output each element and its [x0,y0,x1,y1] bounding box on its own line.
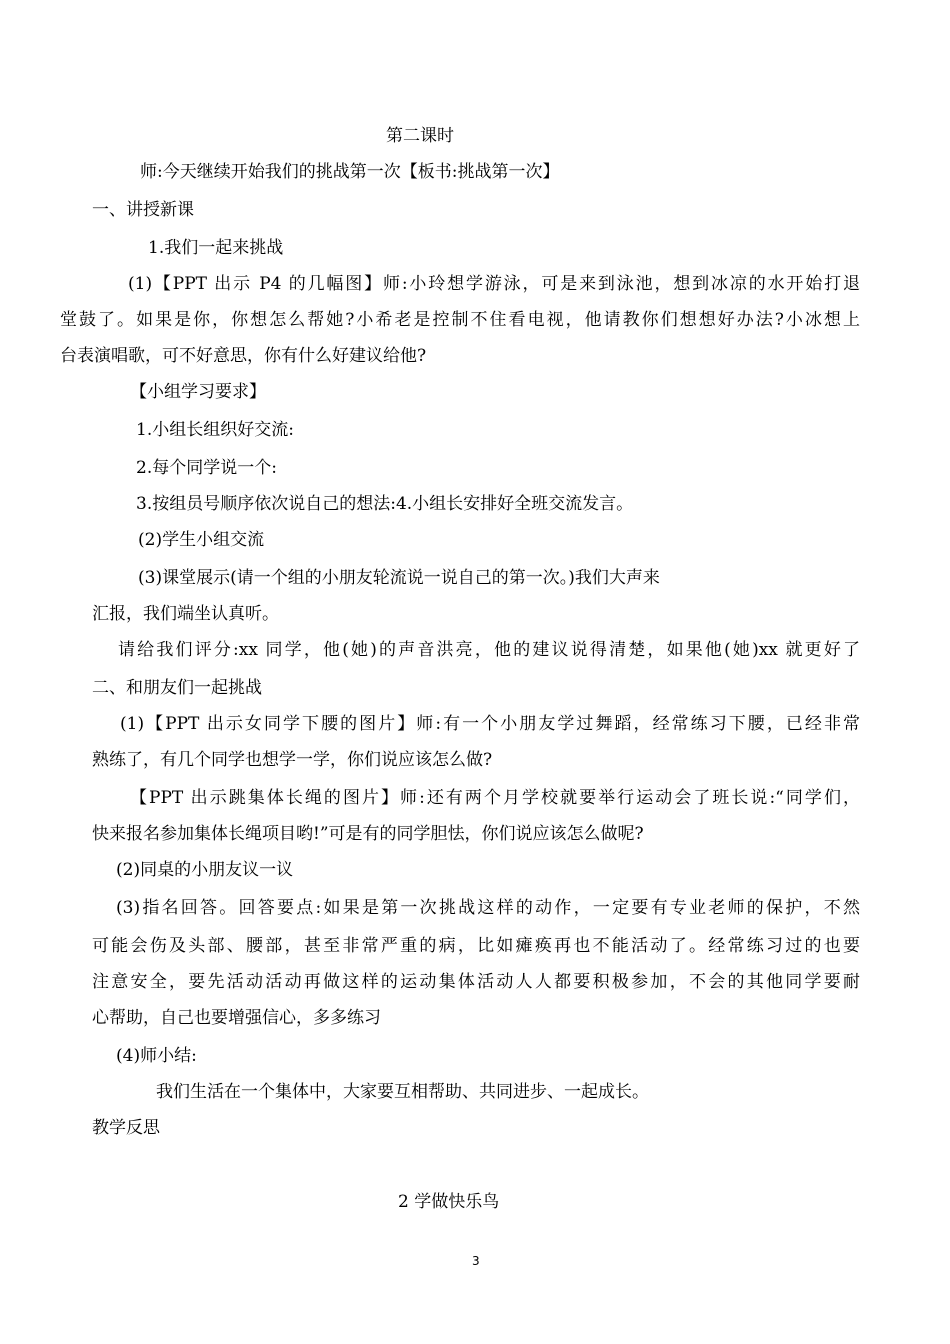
section2-p4: (4)师小结: [116,1046,197,1066]
section1-p1-line2: 堂鼓了。如果是你，你想怎么帮她?小希老是控制不住看电视，他请教你们想想好办法?小冰想上 [60,310,860,330]
section1-p2: (2)学生小组交流 [138,530,265,550]
section2-p3-line1: (3)指名回答。回答要点:如果是第一次挑战这样的动作，一定要有专业老师的保护，不然 [116,898,860,918]
section1-heading: 一、讲授新课 [92,200,194,220]
section2-p1-line1: (1)【PPT 出示女同学下腰的图片】师:有一个小朋友学过舞蹈，经常练习下腰，已经非常 [120,714,860,734]
section1-p3-line2: 汇报，我们端坐认真听。 [92,604,279,624]
section2-p3-line2: 可能会伤及头部、腰部，甚至非常严重的病，比如瘫痪再也不能活动了。经常练习过的也要 [92,936,860,956]
section1-p1-line1: (1)【PPT 出示 P4 的几幅图】师:小玲想学游泳，可是来到泳池，想到冰凉的水开始打退 [128,274,860,294]
section1-p1-line3: 台表演唱歌，可不好意思，你有什么好建议给他? [60,346,427,366]
section2-heading: 二、和朋友们一起挑战 [92,678,262,698]
intro-line: 师:今天继续开始我们的挑战第一次【板书:挑战第一次】 [140,162,560,182]
section1-sub1: 1.我们一起来挑战 [148,238,284,258]
section2-p1b-line1: 【PPT 出示跳集体长绳的图片】师:还有两个月学校就要举行运动会了班长说:“同学们， [130,788,860,808]
group-requirements-title: 【小组学习要求】 [130,382,266,402]
section2-p3-line3: 注意安全，要先活动活动再做这样的运动集体活动人人都要积极参加，不会的其他同学要耐 [92,972,860,992]
requirement-2: 2.每个同学说一个: [136,458,277,478]
section1-p3-line1: (3)课堂展示(请一个组的小朋友轮流说一说自己的第一次。)我们大声来 [138,568,660,588]
requirement-3: 3.按组员号顺序依次说自己的想法:4.小组长安排好全班交流发言。 [136,494,634,514]
lesson-title: 第二课时 [386,126,454,146]
section2-summary: 我们生活在一个集体中，大家要互相帮助、共同进步、一起成长。 [156,1082,649,1102]
next-lesson-title: 2 学做快乐鸟 [398,1192,500,1212]
rating-line: 请给我们评分:xx 同学，他(她)的声音洪亮，他的建议说得清楚，如果他(她)xx 就更好了 [118,640,860,660]
section2-p3-line4: 心帮助，自己也要增强信心，多多练习 [92,1008,381,1028]
section2-p2: (2)同桌的小朋友议一议 [116,860,294,880]
page-number: 3 [472,1254,480,1268]
requirement-1: 1.小组长组织好交流: [136,420,294,440]
teaching-reflection: 教学反思 [92,1118,160,1138]
section2-p1b-line2: 快来报名参加集体长绳项目哟!”可是有的同学胆怯，你们说应该怎么做呢? [92,824,644,844]
section2-p1-line2: 熟练了，有几个同学也想学一学，你们说应该怎么做? [92,750,493,770]
